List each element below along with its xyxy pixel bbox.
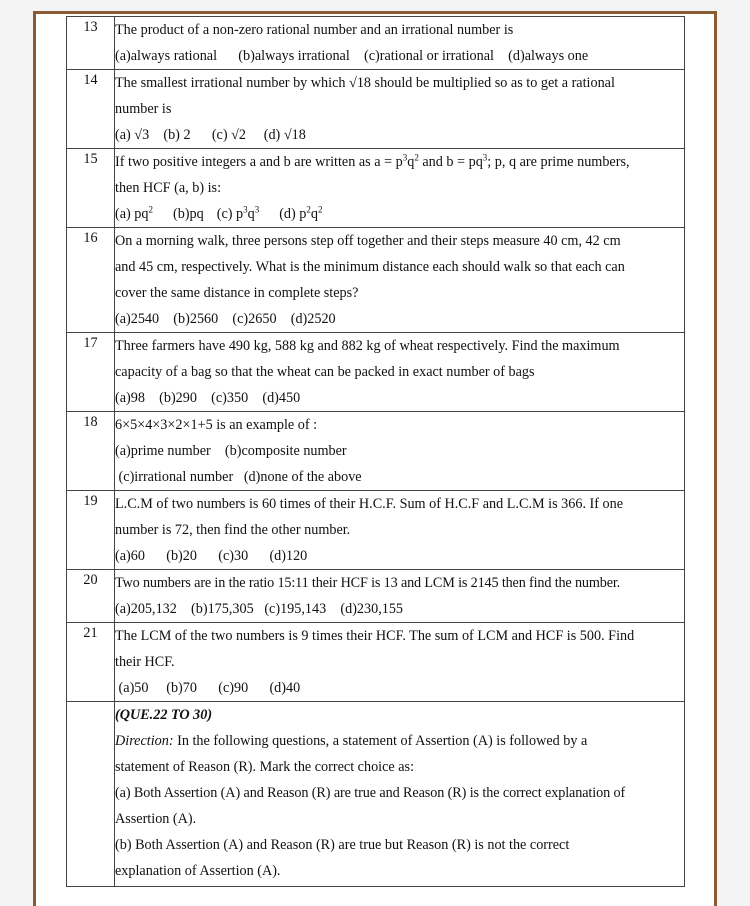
table-row xyxy=(67,623,685,702)
question-text: and 45 cm, respectively. What is the minimum distance each should walk so that each can xyxy=(115,259,625,275)
table-row xyxy=(67,333,685,412)
table-row xyxy=(67,491,685,570)
question-number-empty xyxy=(67,702,115,887)
superscript: 3 xyxy=(254,204,260,215)
question-number: 13 xyxy=(67,17,115,70)
question-text: number is 72, then find the other number. xyxy=(115,522,351,538)
question-options: (a) √3 (b) 2 (c) √2 (d) √18 xyxy=(115,127,306,143)
option-a: (a) pq xyxy=(115,206,149,222)
section-cell xyxy=(115,702,685,887)
option-b: (b)pq xyxy=(172,206,204,222)
question-text: The product of a non-zero rational number and an irrational number is xyxy=(115,22,514,38)
option-c: (c) p xyxy=(216,206,244,222)
superscript: 3 xyxy=(402,152,408,163)
question-number: 19 xyxy=(67,491,115,570)
question-cell xyxy=(115,623,685,702)
question-table xyxy=(66,16,685,887)
option-c-part: q xyxy=(247,206,255,222)
question-number: 15 xyxy=(67,149,115,228)
question-text: capacity of a bag so that the wheat can be packed in exact number of bags xyxy=(115,364,535,380)
choice-b: (b) Both Assertion (A) and Reason (R) are true but Reason (R) is not the correct xyxy=(115,837,570,853)
question-options xyxy=(115,201,684,227)
question-text: (a)prime number (b)composite number xyxy=(115,443,347,459)
superscript: 3 xyxy=(482,152,488,163)
table-row xyxy=(67,412,685,491)
table-row xyxy=(67,17,685,70)
question-text: Three farmers have 490 kg, 588 kg and 882 kg of wheat respectively. Find the maximum xyxy=(115,338,620,354)
question-text-part: and b = pq xyxy=(418,154,483,170)
question-cell xyxy=(115,333,685,412)
direction-label: Direction: xyxy=(115,733,174,749)
table-row xyxy=(67,149,685,228)
superscript: 2 xyxy=(306,204,311,215)
superscript: 2 xyxy=(317,204,323,215)
question-text: On a morning walk, three persons step off together and their steps measure 40 cm, 42 cm xyxy=(115,233,621,249)
question-text-part: ; p, q are prime numbers, xyxy=(487,154,630,170)
superscript: 3 xyxy=(243,204,248,215)
question-text: number is xyxy=(115,101,172,117)
question-text xyxy=(115,149,684,175)
question-cell xyxy=(115,570,685,623)
question-cell xyxy=(115,70,685,149)
question-options: (a)2540 (b)2560 (c)2650 (d)2520 xyxy=(115,311,336,327)
choice-a: (a) Both Assertion (A) and Reason (R) are true and Reason (R) is the correct explanation of xyxy=(115,785,626,801)
option-d-part: q xyxy=(310,206,318,222)
question-number: 21 xyxy=(67,623,115,702)
question-number: 17 xyxy=(67,333,115,412)
table-row xyxy=(67,228,685,333)
question-text: L.C.M of two numbers is 60 times of their H.C.F. Sum of H.C.F and L.C.M is 366. If one xyxy=(115,496,624,512)
question-text: The smallest irrational number by which √18 should be multiplied so as to get a rational xyxy=(115,75,615,91)
choice-b-continued: explanation of Assertion (A). xyxy=(115,863,281,879)
direction-line xyxy=(115,728,684,754)
question-cell xyxy=(115,17,685,70)
option-d: (d) p xyxy=(279,206,307,222)
question-options: (a)60 (b)20 (c)30 (d)120 xyxy=(115,548,308,564)
question-text: 6×5×4×3×2×1+5 is an example of : xyxy=(115,417,318,433)
question-number: 18 xyxy=(67,412,115,491)
table-row xyxy=(67,570,685,623)
question-text: cover the same distance in complete steps? xyxy=(115,285,359,301)
table-row xyxy=(67,70,685,149)
question-text-part: If two positive integers a and b are written as a = p xyxy=(115,154,403,170)
question-options: (a)205,132 (b)175,305 (c)195,143 (d)230,155 xyxy=(115,601,404,617)
question-cell xyxy=(115,412,685,491)
superscript: 2 xyxy=(148,204,153,215)
direction-text: statement of Reason (R). Mark the correct choice as: xyxy=(115,759,415,775)
direction-text: In the following questions, a statement of Assertion (A) is followed by a xyxy=(173,733,588,749)
question-number: 20 xyxy=(67,570,115,623)
question-number: 14 xyxy=(67,70,115,149)
question-cell xyxy=(115,491,685,570)
choice-a-continued: Assertion (A). xyxy=(115,811,197,827)
question-options: (a)98 (b)290 (c)350 (d)450 xyxy=(115,390,301,406)
question-cell xyxy=(115,228,685,333)
superscript: 2 xyxy=(414,152,419,163)
question-text: The LCM of the two numbers is 9 times their HCF. The sum of LCM and HCF is 500. Find xyxy=(115,628,635,644)
question-number: 16 xyxy=(67,228,115,333)
question-text-part: q xyxy=(407,154,415,170)
question-text: then HCF (a, b) is: xyxy=(115,180,222,196)
question-text: Two numbers are in the ratio 15:11 their HCF is 13 and LCM is 2145 then find the number. xyxy=(115,575,621,591)
question-options: (a)50 (b)70 (c)90 (d)40 xyxy=(115,680,301,696)
question-text: their HCF. xyxy=(115,654,175,670)
table-row xyxy=(67,702,685,887)
section-heading: (QUE.22 TO 30) xyxy=(115,707,213,723)
question-options: (a)always rational (b)always irrational (c)rational or irrational (d)always one xyxy=(115,48,589,64)
question-cell xyxy=(115,149,685,228)
question-options: (c)irrational number (d)none of the above xyxy=(115,469,362,485)
